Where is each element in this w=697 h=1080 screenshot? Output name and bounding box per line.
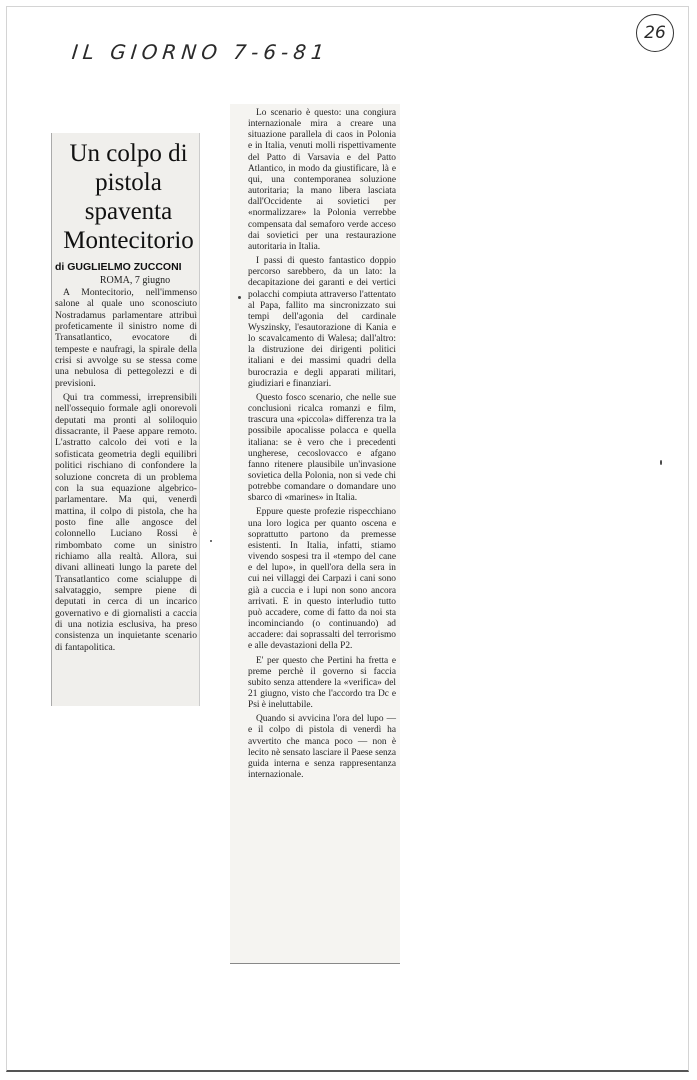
paragraph: Quando si avvicina l'ora del lupo — e il colpo di pistola di venerdì ha avvertito che manca poco — non è lecito nè sensato lasciare il Paese senza guida interna e senza rappresentanza internazionale. [248, 714, 396, 781]
paragraph: E' per questo che Pertini ha fretta e preme perchè il governo si faccia subito senza attendere la «verifica» del 21 giugno, visto che l'accordo tra Dc e Psi è ineluttabile. [248, 655, 396, 711]
paragraph: A Montecitorio, nell'immenso salone al quale uno sconosciuto Nostradamus parlamentare attribuì profeticamente il sinistro nome di Transatlantico, evocatore di tempeste e naufragi, la spirale della crisi si avvolge su se stessa come una nebulosa di pettegolezzi e di previsioni. [55, 287, 197, 389]
paragraph: Lo scenario è questo: una congiura internazionale mira a creare una situazione parallela di caos in Polonia e in Italia, venuti molli rispettivamente del Patto di Varsavia e del Patto Atlantico, in modo da giustificare, là e qui, una contemporanea soluzione autoritaria; la mano libera lasciata dall'Occidente ai sovietici per «normalizzare» la Polonia verrebbe compensata dal semaforo verde acceso dai sovietici per una restaurazione autoritaria in Italia. [248, 108, 396, 252]
clipping-right-column [230, 104, 400, 964]
paragraph: Qui tra commessi, irreprensibili nell'ossequio formale agli onorevoli deputati ma pronti al soliloquio dissacrante, il Paese appare remoto. L'astratto calcolo dei voti e la sofisticata geometria degli equilibri politici rischiano di confondere la soluzione concreta di un problema con la sua equazione algebrico-parlamentare. Ma qui, venerdì mattina, il colpo di pistola, che ha posto fine alle angosce del colonnello Luciano Rossi è rimbombato come un sinistro richiamo alla realtà. Allora, sui divani allineati lungo la parete del Transatlantico come scialuppe di salvataggio, sempre piene di deputati in cerca di un incarico governativo e di giornalisti a caccia di una notizia esclusiva, ha preso consistenza un inquietante scenario di fantapolitica. [55, 392, 197, 653]
scan-speck [660, 460, 662, 465]
right-text-column [230, 104, 400, 781]
left-text-column [52, 275, 199, 653]
clipping-left-column [51, 133, 200, 706]
paragraph: Eppure queste profezie rispecchiano una loro logica per quanto oscena e soprattutto partono da premesse esistenti. In Italia, infatti, stiamo vivendo sospesi tra il «tempo del cane e del lupo», in quell'ora della sera in cui nei villaggi dei Carpazi i cani sono già a cuccia e i lupi non sono ancora arrivati. E in questo interludio tutto può accadere, come di fatto da noi sta incominciando (o continuando) ad accadere: dai soprassalti del terrorismo e alle devastazioni della P2. [248, 507, 396, 652]
handwritten-header: IL GIORNO 7-6-81 [70, 40, 331, 64]
paragraph: I passi di questo fantastico doppio percorso sarebbero, da un lato: la decapitazione dei garanti e dei vertici polacchi compiuta attraverso l'attentato al Papa, fallito ma sincronizzato sui tempi dell'agonia del cardinale Wyszinsky, l'esautorazione di Kania e lo scavalcamento di Walesa; dall'altro: la distruzione dei dirigenti politici italiani e dei massimi quadri della burocrazia e degli apparati militari, giudiziari e finanziari. [248, 256, 396, 389]
paragraph: Questo fosco scenario, che nelle sue conclusioni ricalca romanzi e film, trascura una «piccola» differenza tra la possibile apocalisse polacca e quella italiana: se è vero che i precedenti ungherese, cecoslovacco e afgano fanno ritenere plausibile un'invasione sovietica della Polonia, non si vede chi potrebbe comandare o domandare uno sbarco di «marines» in Italia. [248, 392, 396, 504]
scan-speck [238, 296, 241, 299]
article-headline: Un colpo di pistola spaventa Montecitorio [63, 140, 194, 254]
page-number-circle: 26 [636, 14, 674, 52]
scan-speck [210, 540, 212, 542]
article-dateline: ROMA, 7 giugno [99, 275, 171, 286]
article-byline: di GUGLIELMO ZUCCONI [55, 261, 182, 273]
